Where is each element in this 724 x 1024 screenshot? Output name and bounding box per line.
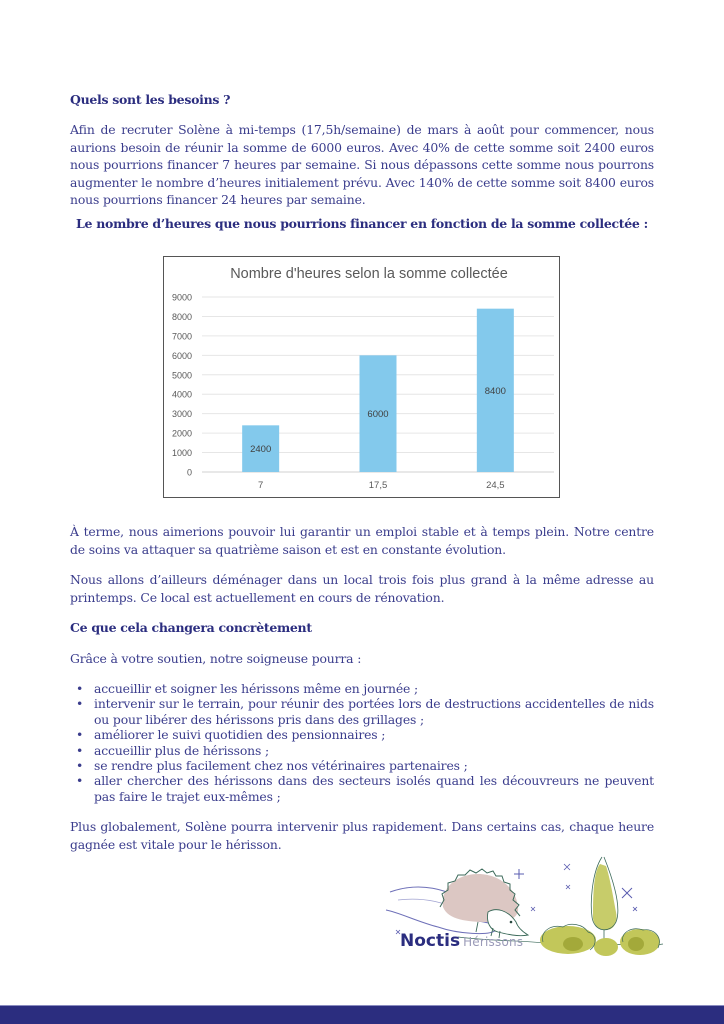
noctis-logo-wordmark	[400, 931, 523, 951]
y-tick-label: 6000	[171, 350, 192, 361]
logo-name-light: Hérissons	[463, 935, 524, 949]
y-tick-label: 0	[186, 467, 192, 478]
conclusion-paragraph: Plus globalement, Solène pourra intervenir plus rapidement. Dans certains cas, chaque heure gagnée est vitale pour le hérisson.	[70, 819, 654, 852]
bar-chart	[164, 257, 558, 496]
chart-container	[163, 256, 560, 498]
benefits-list	[70, 681, 654, 804]
list-item: • intervenir sur le terrain, pour réunir des portées lors de destructions accidentelles de nids ou pour libérer des hérissons pris dans des grillages ;	[70, 696, 654, 727]
y-tick-label: 5000	[171, 370, 192, 381]
y-tick-label: 3000	[171, 409, 192, 420]
y-tick-label: 9000	[171, 292, 192, 303]
future-paragraph: À terme, nous aimerions pouvoir lui garantir un emploi stable et à temps plein. Notre centre de soins va attaquer sa quatrième saison et est en constante évolution.	[70, 524, 654, 557]
changes-intro: Grâce à votre soutien, notre soigneuse pourra :	[70, 651, 362, 666]
list-item: • accueillir plus de hérissons ;	[70, 743, 654, 758]
y-tick-label: 8000	[171, 311, 192, 322]
star-icon	[531, 907, 535, 911]
star-icon	[622, 888, 632, 898]
chart-bars	[242, 309, 514, 472]
chart-caption: Le nombre d’heures que nous pourrions financer en fonction de la somme collectée :	[76, 216, 648, 231]
section-heading-changes: Ce que cela changera concrètement	[70, 620, 312, 635]
chart-x-axis	[258, 480, 505, 491]
y-tick-label: 2000	[171, 428, 192, 439]
chart-title: Nombre d'heures selon la somme collectée	[230, 266, 508, 282]
list-item: • aller chercher des hérissons dans des secteurs isolés quand les découvreurs ne peuvent pas faire le trajet eux-mêmes ;	[70, 773, 654, 804]
logo-name-bold: Noctis	[400, 931, 461, 951]
y-tick-label: 7000	[171, 331, 192, 342]
bar-data-label: 2400	[250, 444, 272, 456]
y-tick-label: 1000	[171, 448, 192, 459]
tree-icon	[593, 864, 617, 930]
section-heading-needs: Quels sont les besoins ?	[70, 92, 231, 107]
bar-data-label: 6000	[367, 409, 389, 421]
x-tick-label: 17,5	[368, 480, 388, 491]
list-item: • accueillir et soigner les hérissons même en journée ;	[70, 681, 654, 696]
chart-y-axis	[172, 293, 192, 478]
needs-paragraph: Afin de recruter Solène à mi-temps (17,5h/semaine) de mars à août pour commencer, nous aurions besoin de réunir la somme de 6000 euros. Avec 40% de cette somme soit 2400 euros nous pourrions financer 7 heures par semaine. Si nous dépassons cette somme nous pourrons augmenter le nombre d’heures initialement prévu. Avec 140% de cette somme soit 8400 euros nous pourrions financer 24 heures par semaine.	[70, 122, 654, 208]
star-icon	[564, 864, 570, 870]
star-icon	[514, 869, 524, 879]
list-item: • se rendre plus facilement chez nos vétérinaires partenaires ;	[70, 758, 654, 773]
x-tick-label: 7	[258, 480, 264, 491]
x-tick-label: 24,5	[486, 480, 505, 491]
star-icon	[633, 907, 637, 911]
relocation-paragraph: Nous allons d’ailleurs déménager dans un local trois fois plus grand à la même adresse au printemps. Ce local est actuellement en cours de rénovation.	[70, 572, 654, 605]
footer-bar	[0, 1005, 724, 1024]
star-icon	[566, 885, 570, 889]
bar-data-label: 8400	[484, 385, 506, 397]
y-tick-label: 4000	[171, 389, 192, 400]
list-item: • améliorer le suivi quotidien des pensionnaires ;	[70, 727, 654, 742]
